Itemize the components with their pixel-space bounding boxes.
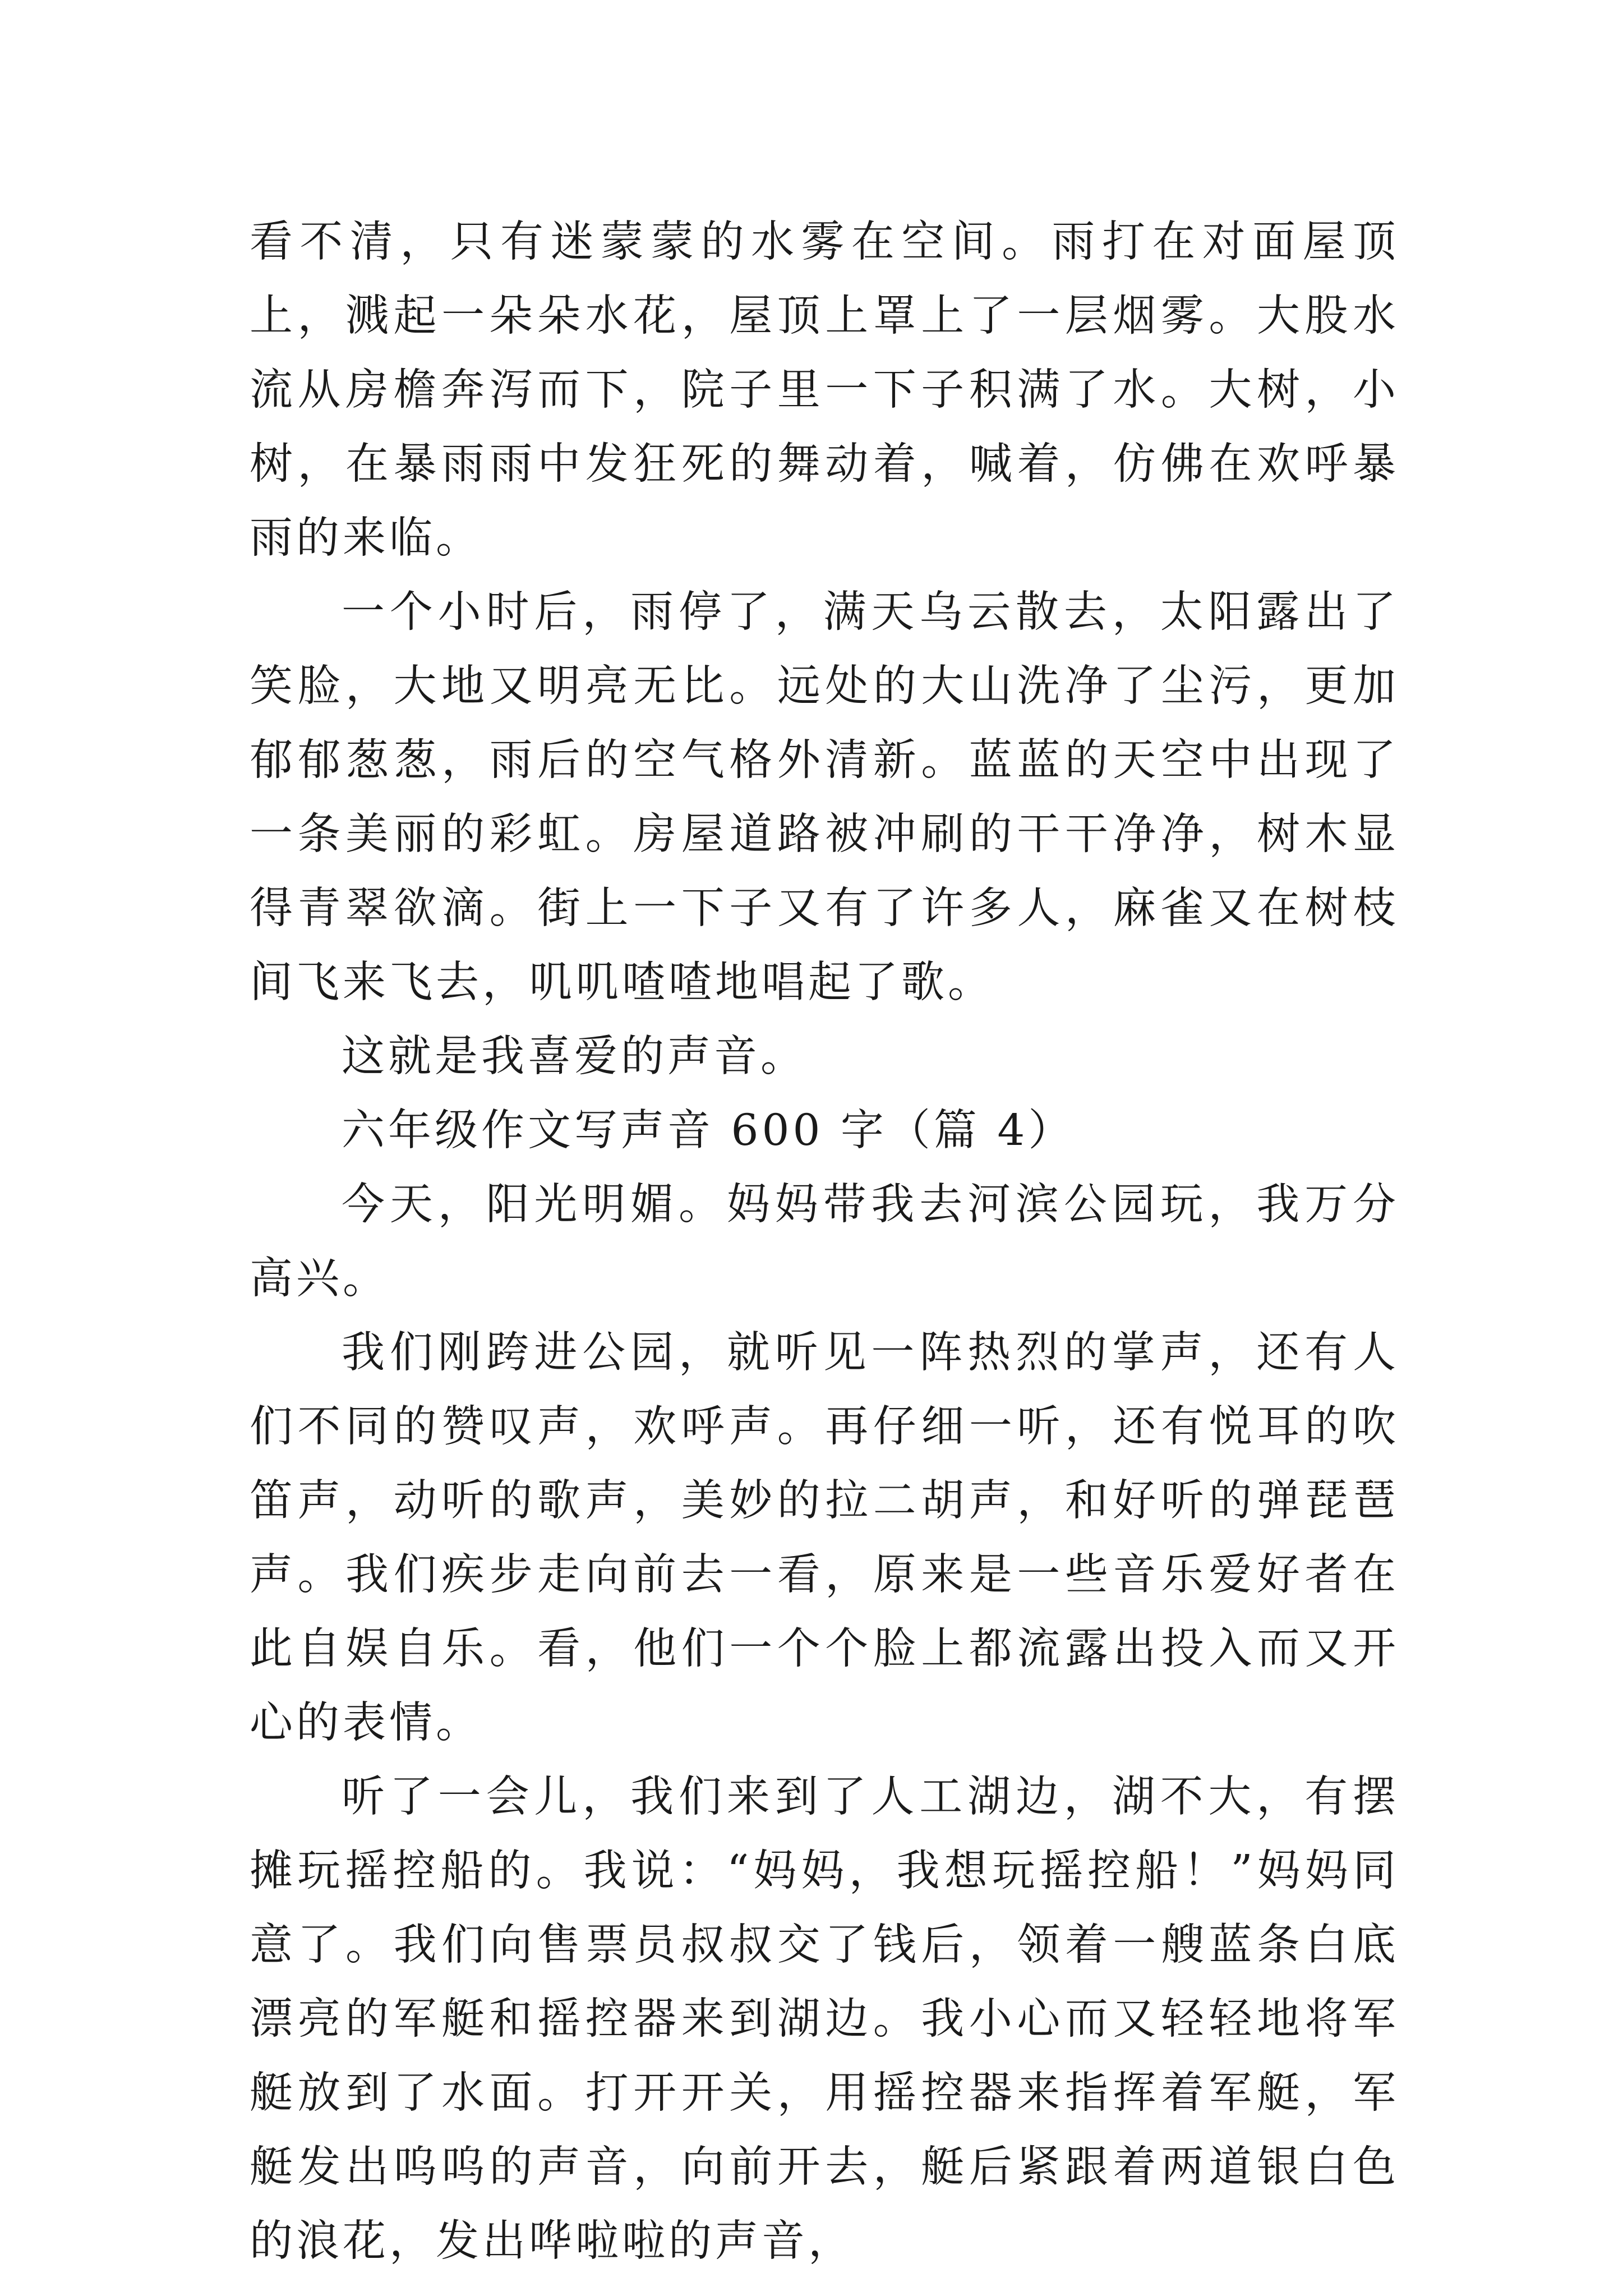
paragraph-3: 这就是我喜爱的声音。 bbox=[342, 1032, 807, 1082]
paragraph-6: 我们刚跨进公园，就听见一阵热烈的掌声，还有人们不同的赞叹声，欢呼声。再仔细一听，还有悦耳的吹笛声，动听的歌声，美妙的拉二胡声，和好听的弹琵琶声。我们疾步走向前去一看，原来是一些音乐爱好者在此自娱自乐。看，他们一个个脸上都流露出投入而又开心的表情。 bbox=[250, 1328, 1399, 1748]
document-body bbox=[250, 205, 1399, 2279]
section-heading: 六年级作文写声音 600 字（篇 4） bbox=[342, 1106, 1075, 1156]
paragraph-7: 听了一会儿，我们来到了人工湖边，湖不大，有摆摊玩摇控船的。我说：“妈妈，我想玩摇控船！”妈妈同意了。我们向售票员叔叔交了钱后，领着一艘蓝条白底漂亮的军艇和摇控器来到湖边。我小心而又轻轻地将军艇放到了水面。打开开关，用摇控器来指挥着军艇，军艇发出呜呜的声音，向前开去，艇后紧跟着两道银白色的浪花，发出哗啦啦的声音， bbox=[250, 1772, 1399, 2266]
paragraph-1: 看不清，只有迷蒙蒙的水雾在空间。雨打在对面屋顶上，溅起一朵朵水花，屋顶上罩上了一层烟雾。大股水流从房檐奔泻而下，院子里一下子积满了水。大树，小树，在暴雨雨中发狂死的舞动着，喊着，仿佛在欢呼暴雨的来临。 bbox=[250, 217, 1399, 563]
paragraph-2: 一个小时后，雨停了，满天乌云散去，太阳露出了笑脸，大地又明亮无比。远处的大山洗净了尘污，更加郁郁葱葱，雨后的空气格外清新。蓝蓝的天空中出现了一条美丽的彩虹。房屋道路被冲刷的干干净净，树木显得青翠欲滴。街上一下子又有了许多人，麻雀又在树枝间飞来飞去，叽叽喳喳地唱起了歌。 bbox=[250, 587, 1399, 1007]
paragraph-5: 今天，阳光明媚。妈妈带我去河滨公园玩，我万分高兴。 bbox=[250, 1180, 1399, 1304]
